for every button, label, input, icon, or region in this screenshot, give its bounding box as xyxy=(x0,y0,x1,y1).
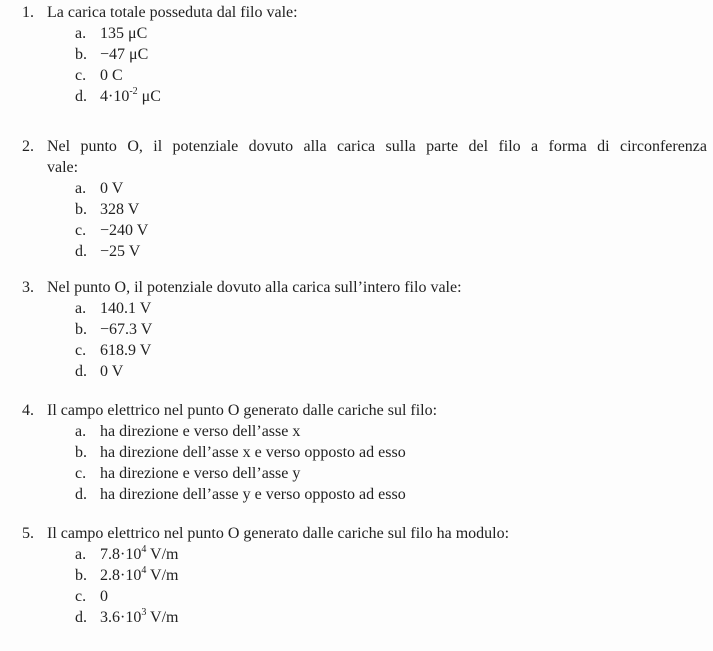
option-value xyxy=(100,586,108,607)
option-exponent: 4 xyxy=(141,544,147,555)
answer-option xyxy=(0,421,713,442)
answer-option xyxy=(0,65,713,86)
option-letter: d. xyxy=(75,88,87,105)
question-2 xyxy=(0,136,713,262)
option-value xyxy=(100,220,148,241)
answer-option xyxy=(0,565,713,586)
answer-option xyxy=(0,178,713,199)
option-exponent: 3 xyxy=(141,607,147,618)
option-value xyxy=(100,544,178,565)
question-line xyxy=(0,136,713,157)
option-letter: b. xyxy=(75,46,87,63)
option-base: 2.8·10 xyxy=(100,567,142,584)
question-text: Nel punto O, il potenziale dovuto alla carica sulla parte del filo a forma di circonferenza xyxy=(47,138,707,155)
option-letter: a. xyxy=(75,423,87,440)
option-letter: a. xyxy=(75,546,87,563)
question-1 xyxy=(0,2,713,107)
option-letter: d. xyxy=(75,486,87,503)
option-letter: c. xyxy=(75,342,87,359)
answer-option xyxy=(0,361,713,382)
option-value xyxy=(100,421,300,442)
answer-option xyxy=(0,544,713,565)
option-base: ha direzione e verso dell’asse y xyxy=(100,465,301,482)
option-value xyxy=(100,607,178,628)
answer-option xyxy=(0,241,713,262)
option-base: 0 V xyxy=(100,180,124,197)
option-letter: d. xyxy=(75,609,87,626)
answer-option xyxy=(0,220,713,241)
question-text: Il campo elettrico nel punto O generato dalle cariche sul filo ha modulo: xyxy=(47,525,510,542)
question-text: vale: xyxy=(47,159,79,176)
option-letter: b. xyxy=(75,567,87,584)
option-letter: b. xyxy=(75,201,87,218)
option-value xyxy=(100,86,161,107)
option-value xyxy=(100,178,123,199)
answer-option xyxy=(0,86,713,107)
question-line xyxy=(0,157,713,178)
option-value xyxy=(100,463,300,484)
option-value xyxy=(100,241,140,262)
option-value xyxy=(100,319,152,340)
option-letter: c. xyxy=(75,588,87,605)
option-exponent: -2 xyxy=(129,86,138,97)
question-number: 2. xyxy=(22,138,34,155)
option-letter: a. xyxy=(75,25,87,42)
option-base: 4·10 xyxy=(100,88,130,105)
option-value xyxy=(100,199,139,220)
question-text: La carica totale posseduta dal filo vale: xyxy=(47,4,298,21)
option-letter: c. xyxy=(75,465,87,482)
option-unit: V/m xyxy=(146,567,179,584)
option-exponent: 4 xyxy=(141,565,147,576)
option-base: 618.9 V xyxy=(100,342,152,359)
answer-option xyxy=(0,484,713,505)
option-base: ha direzione e verso dell’asse x xyxy=(100,423,301,440)
option-value xyxy=(100,298,151,319)
option-value xyxy=(100,340,151,361)
question-line xyxy=(0,277,713,298)
question-number: 5. xyxy=(22,525,34,542)
option-base: 0 xyxy=(100,588,108,605)
question-text: Nel punto O, il potenziale dovuto alla carica sull’intero filo vale: xyxy=(47,279,462,296)
option-letter: c. xyxy=(75,67,87,84)
option-unit: V/m xyxy=(146,546,179,563)
answer-option xyxy=(0,44,713,65)
option-base: 0 C xyxy=(100,67,123,84)
question-3 xyxy=(0,277,713,382)
option-base: 135 μC xyxy=(100,25,148,42)
option-letter: d. xyxy=(75,243,87,260)
option-base: 3.6·10 xyxy=(100,609,142,626)
option-value xyxy=(100,565,178,586)
question-line xyxy=(0,523,713,544)
answer-option xyxy=(0,298,713,319)
question-number: 1. xyxy=(22,4,34,21)
option-value xyxy=(100,23,147,44)
question-line xyxy=(0,2,713,23)
option-base: −47 μC xyxy=(100,46,149,63)
answer-option xyxy=(0,340,713,361)
option-letter: a. xyxy=(75,300,87,317)
answer-option xyxy=(0,23,713,44)
option-base: ha direzione dell’asse x e verso opposto ad esso xyxy=(100,444,406,461)
answer-option xyxy=(0,586,713,607)
option-base: −25 V xyxy=(100,243,141,260)
option-base: −67.3 V xyxy=(100,321,153,338)
question-number: 3. xyxy=(22,279,34,296)
answer-option xyxy=(0,442,713,463)
option-unit: μC xyxy=(137,88,161,105)
answer-option xyxy=(0,607,713,628)
option-value xyxy=(100,44,148,65)
option-letter: d. xyxy=(75,363,87,380)
question-4 xyxy=(0,400,713,505)
answer-option xyxy=(0,319,713,340)
answer-option xyxy=(0,463,713,484)
option-base: −240 V xyxy=(100,222,149,239)
option-value xyxy=(100,442,406,463)
option-letter: b. xyxy=(75,321,87,338)
option-base: 0 V xyxy=(100,363,124,380)
question-5 xyxy=(0,523,713,628)
option-base: 140.1 V xyxy=(100,300,152,317)
option-value xyxy=(100,361,123,382)
option-value xyxy=(100,65,123,86)
question-line xyxy=(0,400,713,421)
option-base: 7.8·10 xyxy=(100,546,142,563)
answer-option xyxy=(0,199,713,220)
option-letter: c. xyxy=(75,222,87,239)
option-value xyxy=(100,484,406,505)
question-number: 4. xyxy=(22,402,34,419)
option-letter: b. xyxy=(75,444,87,461)
option-letter: a. xyxy=(75,180,87,197)
option-base: ha direzione dell’asse y e verso opposto ad esso xyxy=(100,486,406,503)
question-text: Il campo elettrico nel punto O generato dalle cariche sul filo: xyxy=(47,402,438,419)
option-unit: V/m xyxy=(146,609,179,626)
option-base: 328 V xyxy=(100,201,140,218)
